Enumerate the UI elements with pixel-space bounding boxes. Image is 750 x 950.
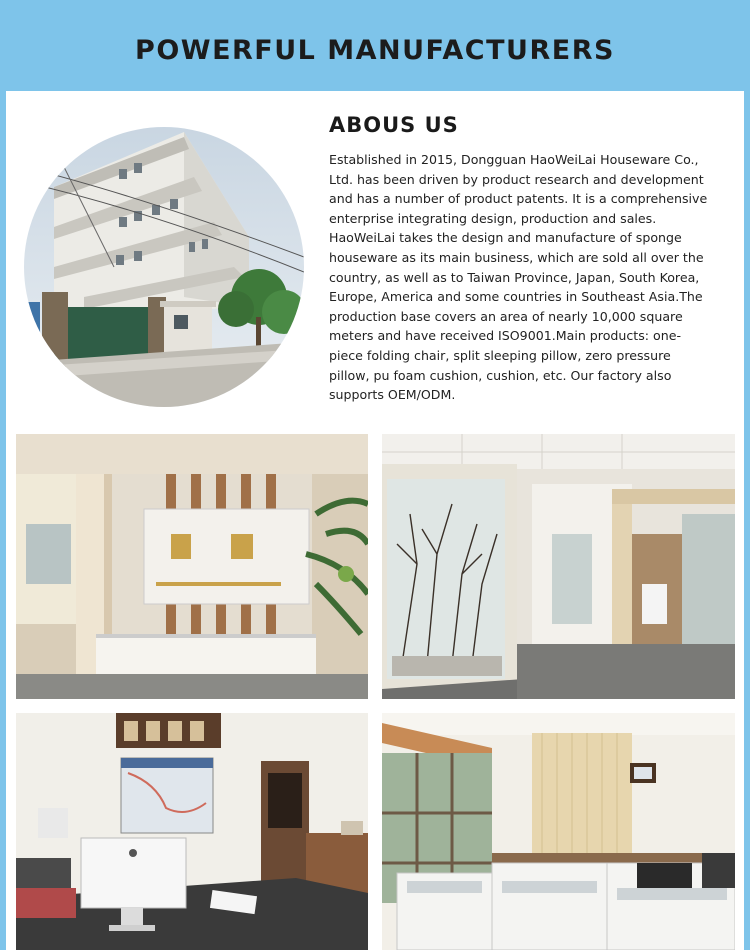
reception-wall-photo: [16, 434, 368, 699]
right-border: [744, 91, 750, 950]
showroom-photo: [382, 434, 735, 699]
about-heading: ABOUS US: [329, 113, 459, 137]
factory-building-photo: [24, 127, 304, 407]
office-cubicles-photo: [382, 713, 735, 950]
page-title: POWERFUL MANUFACTURERS: [135, 35, 615, 66]
office-desk-photo: [16, 713, 368, 950]
left-border: [0, 91, 6, 950]
about-body: Established in 2015, Dongguan HaoWeiLai Houseware Co., Ltd. has been driven by product research and development and has a number of product patents. It is a comprehensive enterprise integrating design, production and sales. HaoWeiLai takes the design and manufacture of sponge houseware as its main business, which are sold all over the country, as well as to Taiwan Province, Japan, South Korea, Europe, America and some countries in Southeast Asia.The production base covers an area of nearly 10,000 square meters and have received ISO9001.Main products: one- piece folding chair, split sleeping pillow, zero pressure pillow, pu foam cushion, cushion, etc. Our factory also supports OEM/ODM.: [329, 152, 708, 403]
